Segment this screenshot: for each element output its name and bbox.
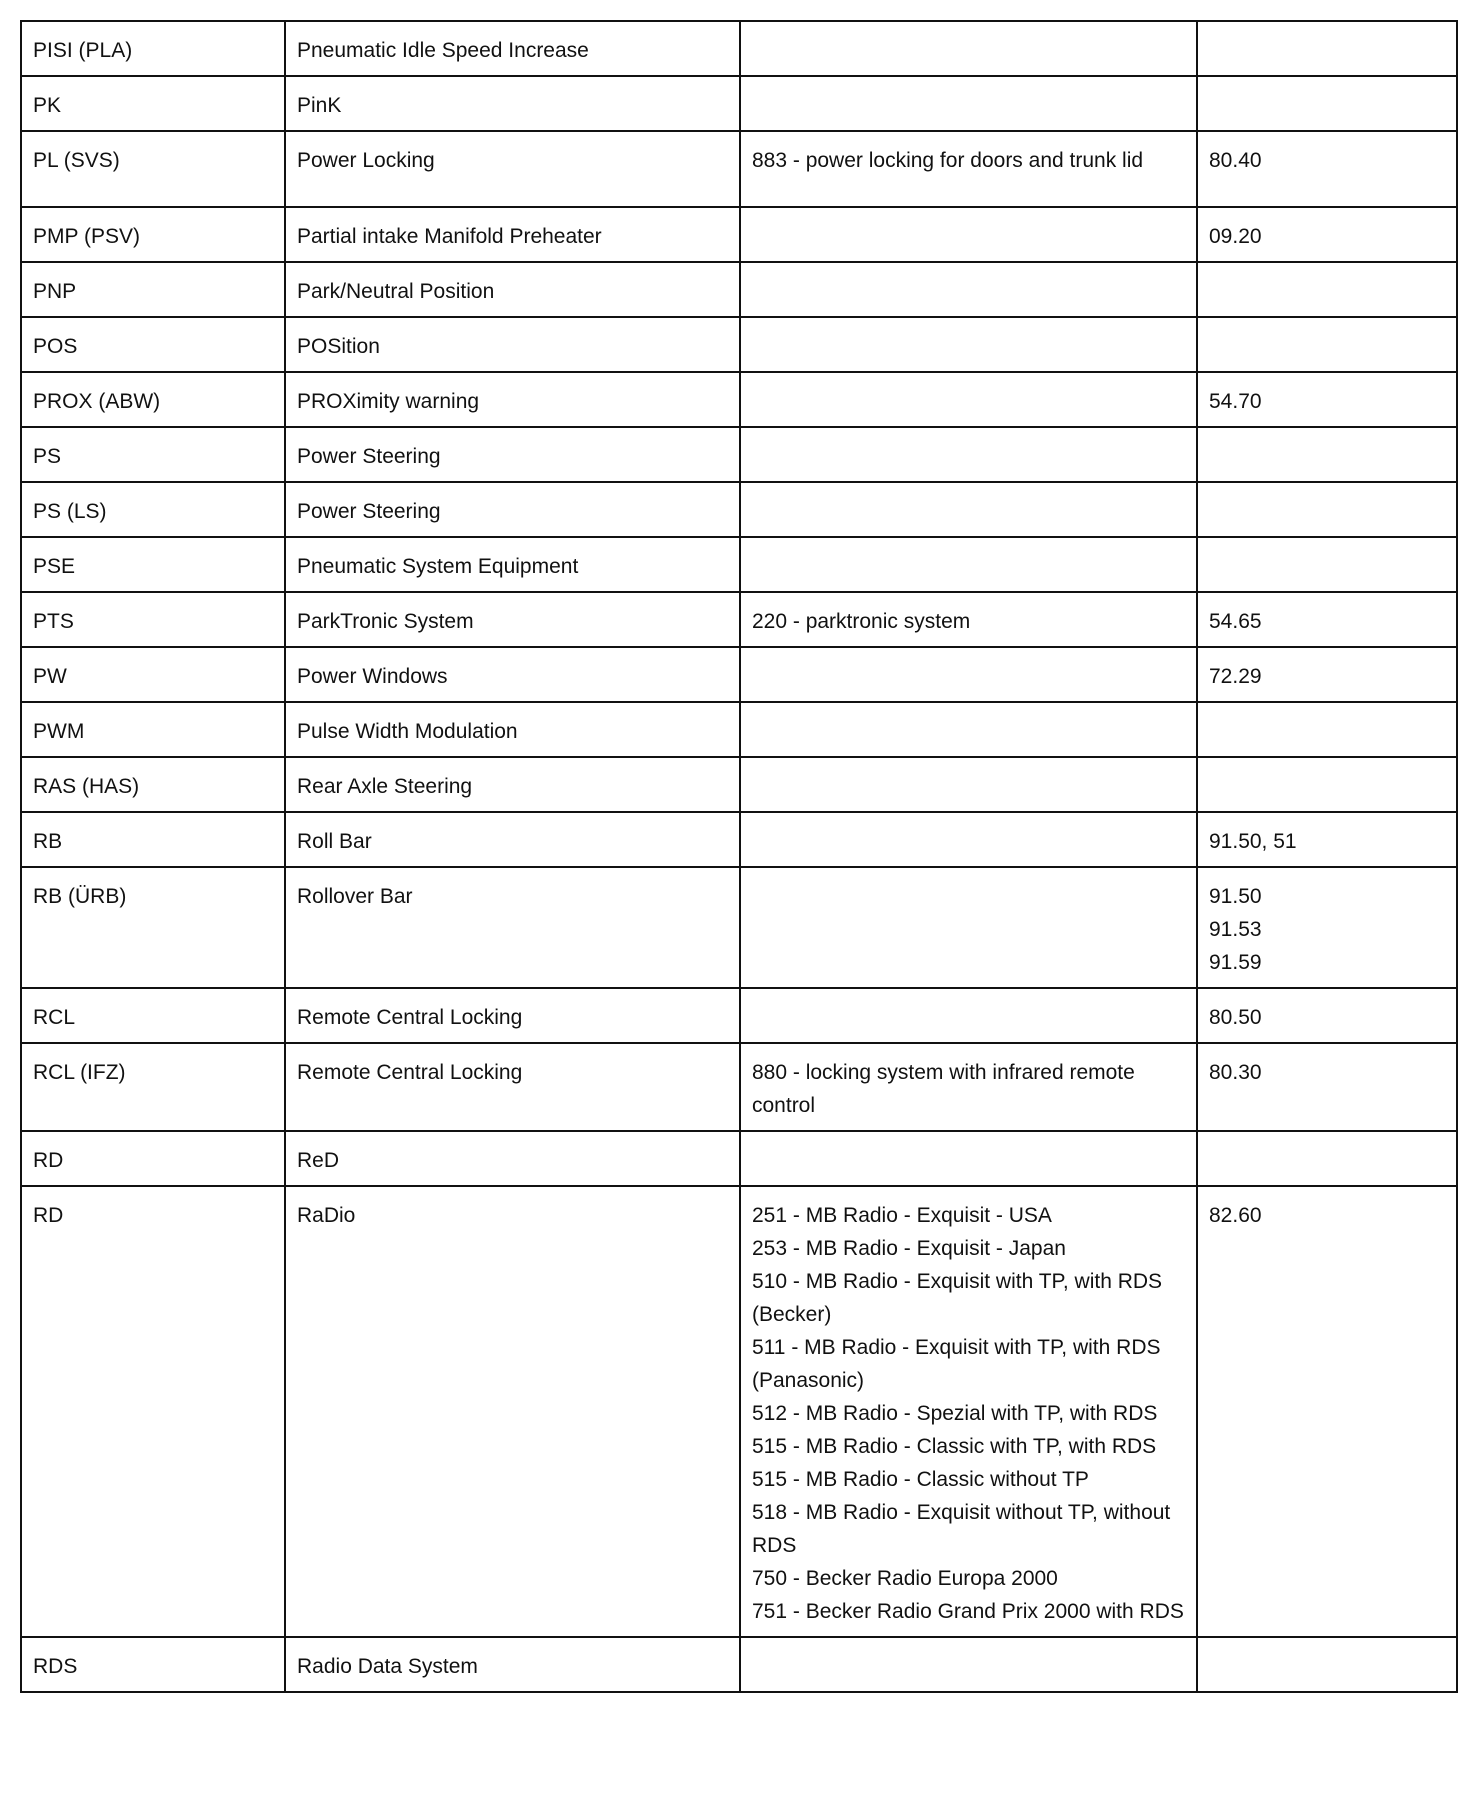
meaning-cell: ReD [285, 1131, 740, 1186]
table-row [21, 372, 1457, 427]
meaning-cell: Power Steering [285, 482, 740, 537]
abbreviation-cell: PK [21, 76, 285, 131]
abbreviation-cell: PNP [21, 262, 285, 317]
abbreviation-cell: PS [21, 427, 285, 482]
reference-cell [1197, 592, 1457, 647]
reference-cell [1197, 1637, 1457, 1692]
reference-line: 72.29 [1209, 665, 1262, 688]
code-cell [740, 76, 1197, 131]
code-cell [740, 262, 1197, 317]
reference-cell [1197, 812, 1457, 867]
reference-line: 82.60 [1209, 1204, 1262, 1227]
code-cell [740, 21, 1197, 76]
code-cell [740, 592, 1197, 647]
abbreviation-cell: RAS (HAS) [21, 757, 285, 812]
reference-cell [1197, 1186, 1457, 1637]
reference-cell [1197, 372, 1457, 427]
reference-cell [1197, 1043, 1457, 1131]
code-cell [740, 867, 1197, 988]
code-cell [740, 427, 1197, 482]
abbreviation-cell: RB [21, 812, 285, 867]
table-row [21, 867, 1457, 988]
table-row [21, 702, 1457, 757]
table-row [21, 131, 1457, 207]
meaning-cell: Radio Data System [285, 1637, 740, 1692]
table-row [21, 1186, 1457, 1637]
table-row [21, 207, 1457, 262]
meaning-cell: Remote Central Locking [285, 988, 740, 1043]
code-cell [740, 1043, 1197, 1131]
reference-line: 80.30 [1209, 1061, 1262, 1084]
abbreviation-cell: RB (ÜRB) [21, 867, 285, 988]
table-row [21, 76, 1457, 131]
reference-line: 09.20 [1209, 225, 1262, 248]
code-cell [740, 702, 1197, 757]
table-row [21, 537, 1457, 592]
reference-cell [1197, 262, 1457, 317]
table-row [21, 427, 1457, 482]
abbreviation-cell: PMP (PSV) [21, 207, 285, 262]
reference-cell [1197, 317, 1457, 372]
meaning-cell: Power Windows [285, 647, 740, 702]
meaning-cell: ParkTronic System [285, 592, 740, 647]
reference-cell [1197, 702, 1457, 757]
code-cell [740, 1637, 1197, 1692]
meaning-cell: PinK [285, 76, 740, 131]
meaning-cell: RaDio [285, 1186, 740, 1637]
reference-cell [1197, 1131, 1457, 1186]
table-row [21, 1637, 1457, 1692]
code-cell [740, 207, 1197, 262]
table-row [21, 988, 1457, 1043]
meaning-cell: PROXimity warning [285, 372, 740, 427]
reference-line: 91.50 [1209, 885, 1262, 908]
reference-line: 54.65 [1209, 610, 1262, 633]
code-line: 883 - power locking for doors and trunk lid [752, 149, 1144, 172]
table-row [21, 812, 1457, 867]
meaning-cell: Park/Neutral Position [285, 262, 740, 317]
code-cell [740, 1186, 1197, 1637]
meaning-cell: Pneumatic System Equipment [285, 537, 740, 592]
code-line: 751 - Becker Radio Grand Prix 2000 with RDS [752, 1600, 1184, 1623]
abbreviation-table [20, 20, 1458, 1693]
reference-cell [1197, 76, 1457, 131]
code-cell [740, 372, 1197, 427]
reference-line: 91.53 [1209, 918, 1262, 941]
abbreviation-cell: RD [21, 1186, 285, 1637]
reference-line: 54.70 [1209, 390, 1262, 413]
meaning-cell: Power Steering [285, 427, 740, 482]
abbreviation-cell: RCL [21, 988, 285, 1043]
code-line: 515 - MB Radio - Classic with TP, with RDS [752, 1435, 1157, 1458]
meaning-cell: Roll Bar [285, 812, 740, 867]
code-cell [740, 757, 1197, 812]
table-row [21, 317, 1457, 372]
table-row [21, 482, 1457, 537]
code-line: 251 - MB Radio - Exquisit - USA [752, 1204, 1052, 1227]
reference-line: 80.40 [1209, 149, 1262, 172]
code-line: 510 - MB Radio - Exquisit with TP, with RDS (Becker) [752, 1270, 1163, 1326]
reference-cell [1197, 482, 1457, 537]
code-cell [740, 317, 1197, 372]
abbreviation-cell: RCL (IFZ) [21, 1043, 285, 1131]
reference-cell [1197, 427, 1457, 482]
abbreviation-cell: PS (LS) [21, 482, 285, 537]
code-line: 253 - MB Radio - Exquisit - Japan [752, 1237, 1066, 1260]
abbreviation-cell: RD [21, 1131, 285, 1186]
abbreviation-cell: PROX (ABW) [21, 372, 285, 427]
reference-cell [1197, 21, 1457, 76]
meaning-cell: Rear Axle Steering [285, 757, 740, 812]
meaning-cell: Partial intake Manifold Preheater [285, 207, 740, 262]
code-line: 220 - parktronic system [752, 610, 971, 633]
table-row [21, 21, 1457, 76]
abbreviation-table-body [21, 21, 1457, 1692]
meaning-cell: Rollover Bar [285, 867, 740, 988]
abbreviation-cell: PL (SVS) [21, 131, 285, 207]
abbreviation-cell: PW [21, 647, 285, 702]
meaning-cell: POSition [285, 317, 740, 372]
reference-cell [1197, 537, 1457, 592]
code-line: 512 - MB Radio - Spezial with TP, with RDS [752, 1402, 1158, 1425]
code-line: 750 - Becker Radio Europa 2000 [752, 1567, 1058, 1590]
abbreviation-cell: PWM [21, 702, 285, 757]
meaning-cell: Pneumatic Idle Speed Increase [285, 21, 740, 76]
table-row [21, 592, 1457, 647]
table-row [21, 647, 1457, 702]
table-row [21, 1131, 1457, 1186]
abbreviation-cell: POS [21, 317, 285, 372]
meaning-cell: Power Locking [285, 131, 740, 207]
reference-cell [1197, 207, 1457, 262]
reference-cell [1197, 757, 1457, 812]
abbreviation-cell: PSE [21, 537, 285, 592]
abbreviation-cell: PISI (PLA) [21, 21, 285, 76]
code-line: 518 - MB Radio - Exquisit without TP, without RDS [752, 1501, 1171, 1557]
code-line: 515 - MB Radio - Classic without TP [752, 1468, 1089, 1491]
reference-line: 91.50, 51 [1209, 830, 1297, 853]
code-cell [740, 537, 1197, 592]
reference-line: 91.59 [1209, 951, 1262, 974]
code-cell [740, 647, 1197, 702]
abbreviation-cell: RDS [21, 1637, 285, 1692]
reference-cell [1197, 647, 1457, 702]
table-row [21, 757, 1457, 812]
code-cell [740, 988, 1197, 1043]
reference-line: 80.50 [1209, 1006, 1262, 1029]
code-line: 511 - MB Radio - Exquisit with TP, with RDS (Panasonic) [752, 1336, 1161, 1392]
meaning-cell: Pulse Width Modulation [285, 702, 740, 757]
table-row [21, 262, 1457, 317]
reference-cell [1197, 867, 1457, 988]
reference-cell [1197, 131, 1457, 207]
code-cell [740, 1131, 1197, 1186]
abbreviation-cell: PTS [21, 592, 285, 647]
code-cell [740, 131, 1197, 207]
code-line: 880 - locking system with infrared remote control [752, 1061, 1135, 1117]
meaning-cell: Remote Central Locking [285, 1043, 740, 1131]
code-cell [740, 482, 1197, 537]
code-cell [740, 812, 1197, 867]
reference-cell [1197, 988, 1457, 1043]
table-row [21, 1043, 1457, 1131]
